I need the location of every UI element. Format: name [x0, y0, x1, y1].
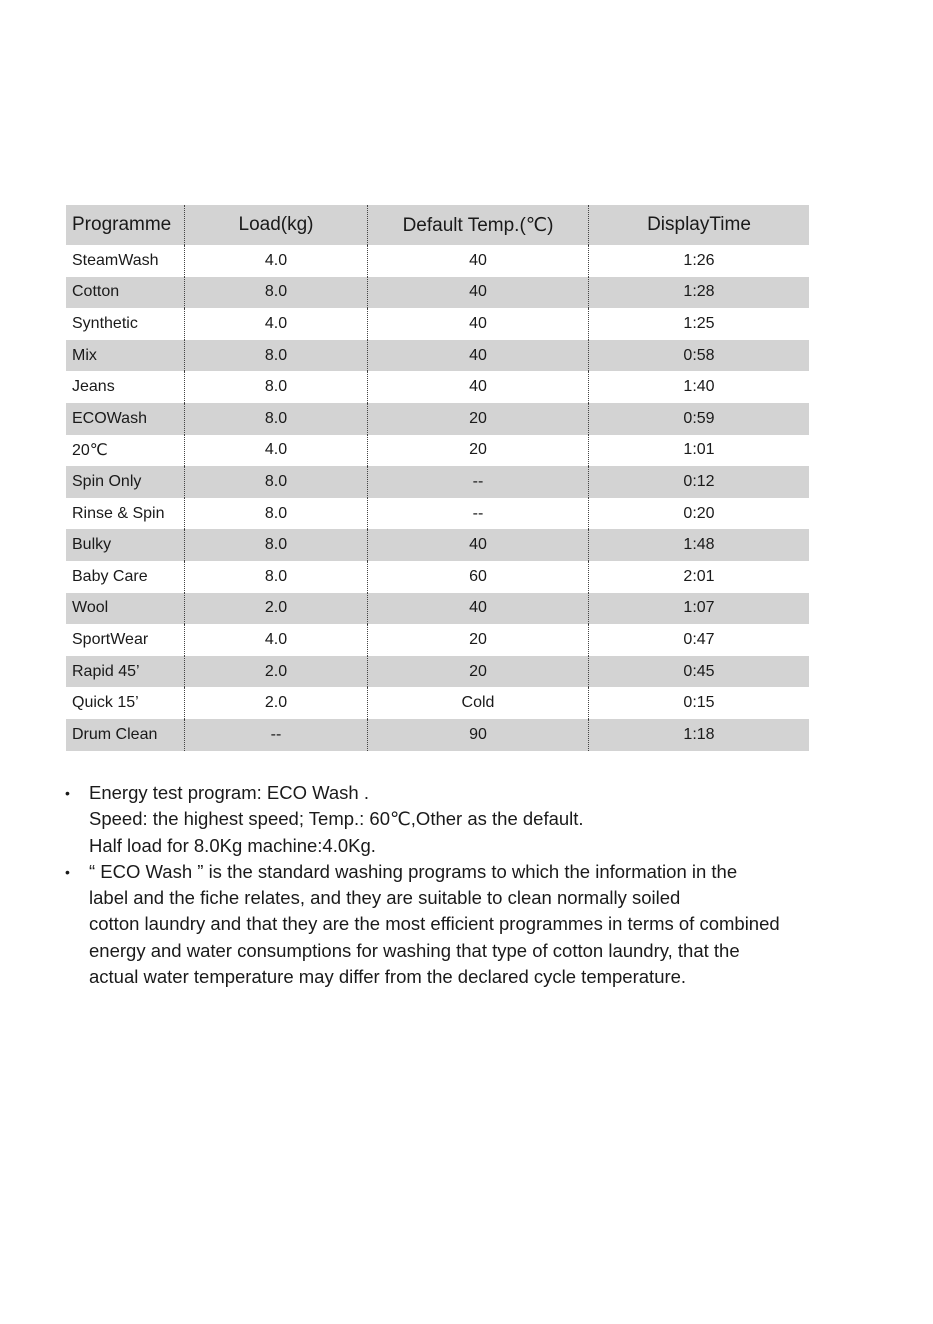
temp-cell: 40 — [368, 308, 589, 340]
note-line: “ ECO Wash ” is the standard washing programs to which the information in the — [89, 860, 738, 882]
programme-cell: ECOWash — [66, 403, 185, 435]
bullet-icon: • — [65, 785, 70, 801]
note-line: label and the fiche relates, and they are suitable to clean normally soiled — [89, 887, 681, 909]
table-row — [66, 624, 809, 656]
table-row — [66, 277, 809, 309]
time-cell: 1:18 — [683, 725, 715, 743]
table-row — [66, 687, 809, 719]
table-row — [66, 593, 809, 625]
time-cell: 0:45 — [683, 662, 715, 680]
table-row — [66, 498, 809, 530]
time-cell: 1:40 — [683, 378, 715, 396]
programme-cell: Cotton — [66, 277, 185, 309]
table-row — [66, 529, 809, 561]
load-cell: 8.0 — [185, 403, 368, 435]
programme-cell: Bulky — [66, 529, 185, 561]
note-line: energy and water consumptions for washing that type of cotton laundry, that the — [89, 939, 740, 961]
note-line: cotton laundry and that they are the most efficient programmes in terms of combined — [89, 913, 780, 935]
load-cell: 8.0 — [185, 466, 368, 498]
temp-cell: 40 — [368, 529, 589, 561]
programme-cell: Rapid 45’ — [66, 656, 185, 688]
table-row — [66, 466, 809, 498]
bullet-icon: • — [65, 863, 70, 880]
load-cell: 8.0 — [185, 277, 368, 309]
load-cell: 4.0 — [185, 245, 368, 277]
programme-cell: Mix — [66, 340, 185, 372]
load-cell: 2.0 — [185, 593, 368, 625]
programme-cell: SportWear — [66, 624, 185, 656]
load-cell: 8.0 — [185, 371, 368, 403]
temp-cell: -- — [368, 498, 589, 530]
table-row — [66, 403, 809, 435]
temp-cell: 20 — [368, 435, 589, 467]
time-cell: 0:58 — [683, 346, 715, 364]
programme-cell: Jeans — [66, 371, 185, 403]
note-line: Energy test program: ECO Wash . — [89, 782, 369, 803]
time-cell: 1:25 — [683, 314, 715, 332]
header-programme: Programme — [66, 205, 185, 245]
temp-cell: 90 — [368, 719, 589, 751]
programme-cell: Quick 15’ — [66, 687, 185, 719]
load-cell: 4.0 — [185, 624, 368, 656]
temp-cell: 40 — [368, 340, 589, 372]
temp-cell: 20 — [368, 656, 589, 688]
table-row — [66, 340, 809, 372]
temp-cell: 40 — [368, 245, 589, 277]
time-cell: 0:59 — [683, 409, 715, 427]
note-line: Half load for 8.0Kg machine:4.0Kg. — [89, 834, 376, 856]
header-display-time: DisplayTime — [647, 214, 751, 235]
time-cell: 2:01 — [683, 567, 715, 585]
table-body — [66, 245, 809, 751]
note-line: actual water temperature may differ from the declared cycle temperature. — [89, 966, 687, 988]
load-cell: 4.0 — [185, 308, 368, 340]
table-header-row — [66, 205, 809, 245]
temp-cell: -- — [368, 466, 589, 498]
programme-cell: Drum Clean — [66, 719, 185, 751]
time-cell: 1:48 — [683, 536, 715, 554]
programme-cell: 20℃ — [66, 435, 185, 467]
programme-cell: SteamWash — [66, 245, 185, 277]
load-cell: 8.0 — [185, 340, 368, 372]
load-cell: 2.0 — [185, 656, 368, 688]
time-cell: 1:07 — [683, 599, 715, 617]
table-row — [66, 245, 809, 277]
temp-cell: 20 — [368, 403, 589, 435]
programme-table — [66, 205, 809, 751]
temp-cell: 40 — [368, 593, 589, 625]
programme-cell: Spin Only — [66, 466, 185, 498]
programme-cell: Synthetic — [66, 308, 185, 340]
note-line: Speed: the highest speed; Temp.: 60℃,Other as the default. — [89, 808, 584, 830]
note-eco-wash — [60, 859, 880, 990]
temp-cell: 40 — [368, 277, 589, 309]
time-cell: 1:28 — [683, 283, 715, 301]
note-energy-test — [60, 780, 880, 859]
table-row — [66, 435, 809, 467]
programme-cell: Rinse & Spin — [66, 498, 185, 530]
time-cell: 0:20 — [683, 504, 715, 522]
notes-section — [60, 780, 880, 990]
load-cell: 8.0 — [185, 498, 368, 530]
programme-cell: Wool — [66, 593, 185, 625]
temp-cell: 40 — [368, 371, 589, 403]
time-cell: 1:01 — [683, 441, 715, 459]
header-default-temp: Default Temp.(℃) — [368, 205, 589, 245]
table-row — [66, 656, 809, 688]
time-cell: 0:47 — [683, 630, 715, 648]
table-row — [66, 561, 809, 593]
temp-cell: 60 — [368, 561, 589, 593]
load-cell: 8.0 — [185, 529, 368, 561]
time-cell: 0:15 — [683, 694, 715, 712]
time-cell: 0:12 — [683, 472, 715, 490]
header-load: Load(kg) — [185, 205, 368, 245]
programme-cell: Baby Care — [66, 561, 185, 593]
table-row — [66, 719, 809, 751]
temp-cell: 20 — [368, 624, 589, 656]
time-cell: 1:26 — [683, 251, 715, 269]
load-cell: 2.0 — [185, 687, 368, 719]
temp-cell: Cold — [368, 687, 589, 719]
table-row — [66, 308, 809, 340]
table-row — [66, 371, 809, 403]
load-cell: -- — [185, 719, 368, 751]
load-cell: 4.0 — [185, 435, 368, 467]
load-cell: 8.0 — [185, 561, 368, 593]
